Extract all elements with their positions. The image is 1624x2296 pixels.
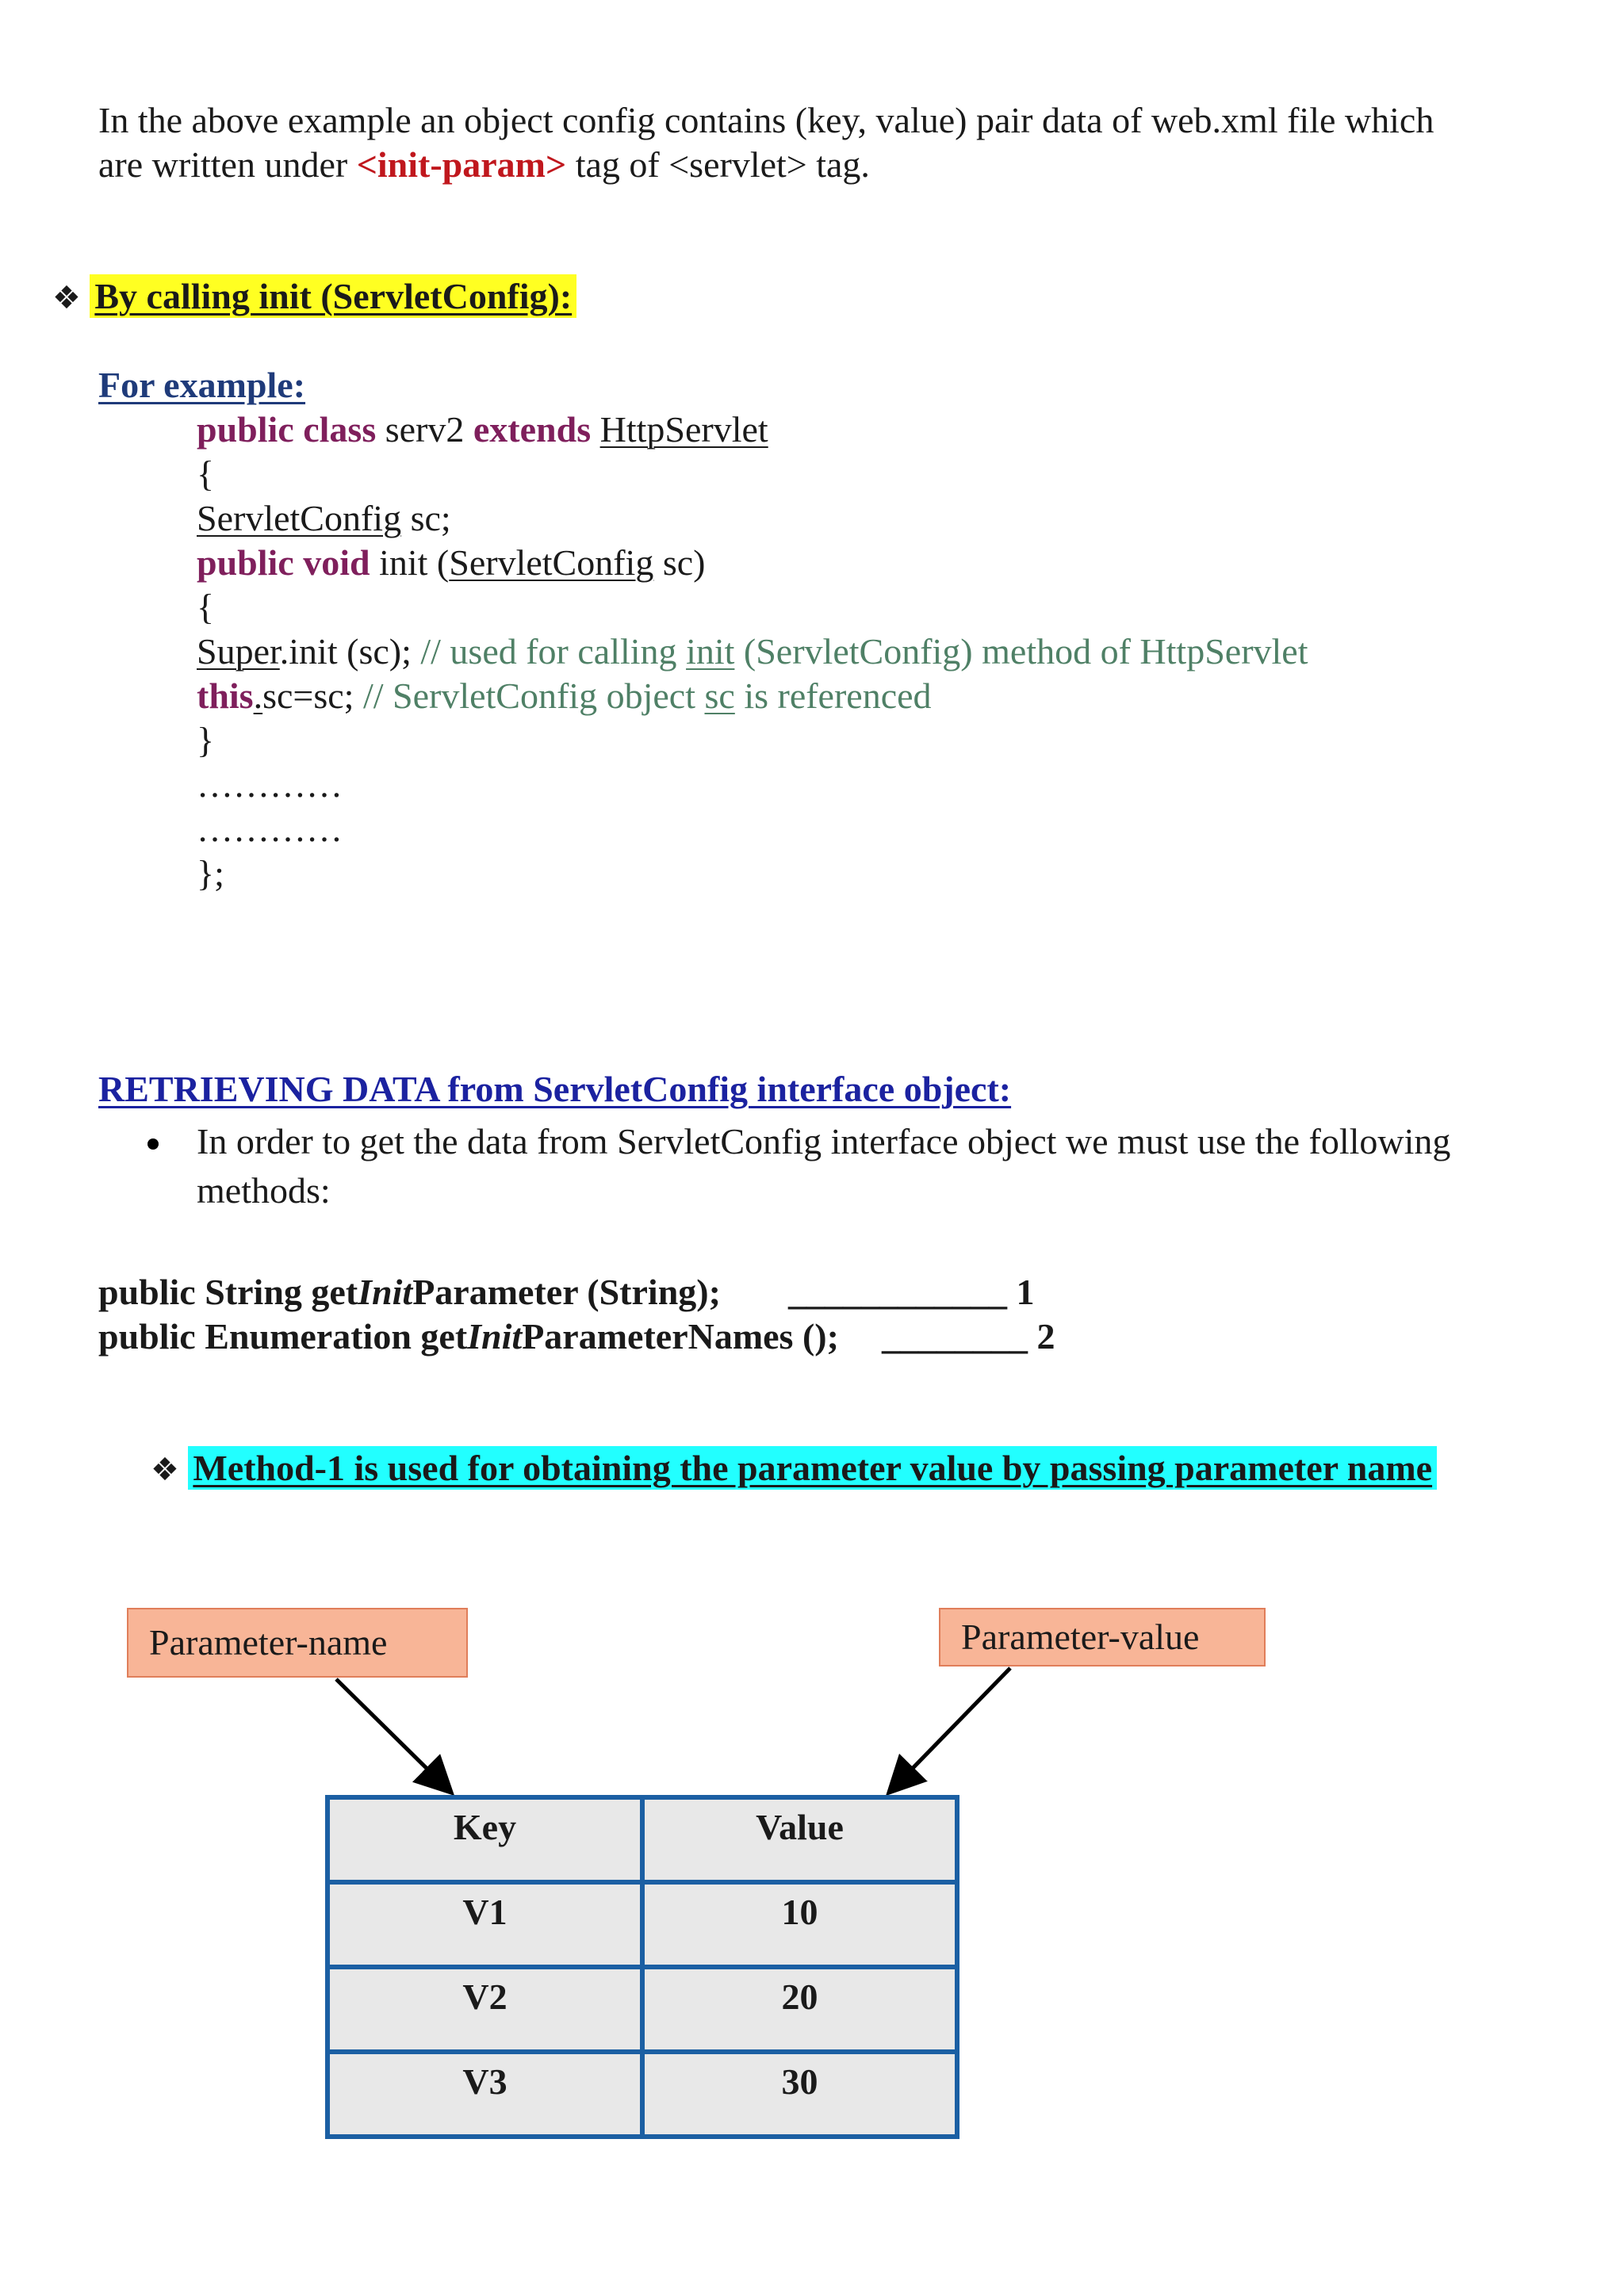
method-number: 1	[1016, 1272, 1035, 1312]
method-text: public Enumeration get	[98, 1316, 468, 1357]
class-name: HttpServlet	[599, 409, 768, 450]
table-header-key: Key	[327, 1797, 642, 1882]
method-text: Parameter (String);	[412, 1272, 721, 1312]
code-line-10: …………	[197, 809, 343, 849]
table-cell-key: V1	[327, 1882, 642, 1967]
init-param-tag: <init-param>	[356, 144, 567, 185]
code-text: serv2	[376, 409, 473, 450]
arrow-to-key	[336, 1679, 449, 1790]
bullet-text-line-1: In order to get the data from ServletConfig interface object we must use the following	[197, 1121, 1451, 1161]
table-header-value: Value	[642, 1797, 957, 1882]
code-comment: sc	[704, 675, 735, 716]
diamond-bullet-icon: ❖	[52, 280, 81, 316]
table-header-row	[327, 1797, 957, 1882]
method-text: Init	[358, 1272, 413, 1312]
bullet-text-line-2: methods:	[197, 1170, 331, 1211]
heading-text: Method-1 is used for obtaining the parameter value by passing parameter name	[188, 1446, 1437, 1490]
class-name: ServletConfig	[449, 542, 654, 583]
example-label: For example:	[98, 365, 306, 405]
keyword: public class	[197, 409, 377, 450]
table-row	[327, 2052, 957, 2137]
method-number: 2	[1036, 1316, 1055, 1357]
method-text: Init	[467, 1316, 523, 1357]
parameter-value-box: Parameter-value	[939, 1608, 1266, 1667]
diamond-bullet-icon: ❖	[151, 1452, 179, 1488]
code-line-5: {	[197, 587, 215, 627]
class-name: Super	[197, 631, 280, 672]
arrow-to-value	[891, 1668, 1010, 1790]
heading-text: By calling init (ServletConfig):	[90, 274, 576, 318]
class-name: ServletConfig	[197, 498, 402, 538]
method-text: public String get	[98, 1272, 358, 1312]
table-cell-value: 10	[642, 1882, 957, 1967]
code-comment: init	[686, 631, 735, 672]
code-text: init (	[370, 542, 450, 583]
intro-text: tag of <servlet> tag.	[566, 144, 870, 185]
method-line: ____________	[788, 1272, 1007, 1312]
parameter-name-box: Parameter-name	[127, 1608, 468, 1678]
method-text: ParameterNames ();	[522, 1316, 839, 1357]
table-cell-key: V2	[327, 1967, 642, 2052]
table-cell-value: 30	[642, 2052, 957, 2137]
table-cell-value: 20	[642, 1967, 957, 2052]
code-comment: is referenced	[734, 675, 932, 716]
code-text: sc=sc;	[262, 675, 363, 716]
keyword: this	[197, 675, 254, 716]
code-line-11: };	[197, 853, 224, 894]
code-comment: (ServletConfig) method of HttpServlet	[734, 631, 1308, 672]
code-text: sc)	[653, 542, 706, 583]
code-text: sc;	[401, 498, 451, 538]
code-text: .init (sc);	[279, 631, 421, 672]
key-value-table	[325, 1795, 959, 2139]
intro-text: are written under	[98, 144, 357, 185]
code-comment: // ServletConfig object	[362, 675, 705, 716]
section-heading-retrieving: RETRIEVING DATA from ServletConfig interface object:	[98, 1069, 1012, 1109]
code-comment: // used for calling	[420, 631, 687, 672]
code-line-8: }	[197, 720, 215, 760]
table-cell-key: V3	[327, 2052, 642, 2137]
code-text: .	[253, 675, 263, 716]
code-line-9: …………	[197, 764, 343, 805]
keyword: extends	[473, 409, 592, 450]
intro-line-1: In the above example an object config contains (key, value) pair data of web.xml file which	[98, 100, 1434, 140]
keyword: public void	[197, 542, 370, 583]
method-line: ________	[882, 1316, 1028, 1357]
code-line-2: {	[197, 453, 215, 494]
table-row	[327, 1967, 957, 2052]
table-row	[327, 1882, 957, 1967]
